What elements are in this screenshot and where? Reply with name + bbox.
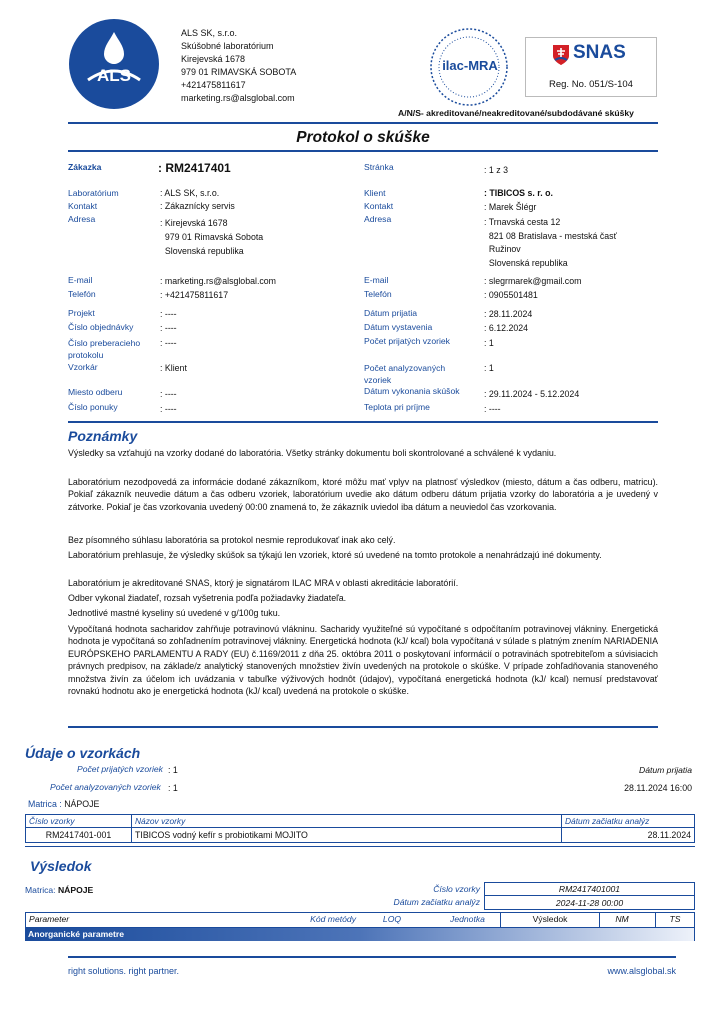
info-text: ALS SK, s.r.o. bbox=[164, 188, 220, 198]
info-text: 821 08 Bratislava - mestská časť bbox=[488, 230, 617, 241]
info-label: Číslo objednávky bbox=[68, 322, 134, 332]
divider bbox=[68, 421, 658, 423]
info-text: ---- bbox=[164, 404, 177, 414]
info-label: E-mail bbox=[68, 275, 93, 285]
divider bbox=[68, 150, 658, 152]
logo-text: ALS bbox=[97, 66, 131, 85]
info-text: ---- bbox=[164, 338, 177, 348]
info-value: : ---- bbox=[160, 404, 177, 414]
info-value: : ---- bbox=[484, 404, 501, 414]
cell-sample-id: RM2417401-001 bbox=[26, 828, 132, 843]
info-value: : ---- bbox=[160, 389, 177, 399]
info-text: 6.12.2024 bbox=[488, 323, 529, 333]
divider bbox=[25, 846, 695, 847]
note-paragraph: Laboratórium prehlasuje, že výsledky skúšok sa týkajú len vzoriek, ktoré sú uvedené na tomto protokole a nenahrádzajú iné dokumenty. bbox=[68, 550, 602, 560]
table-header-row bbox=[26, 815, 695, 828]
info-value: : ---- bbox=[160, 338, 177, 348]
group-row bbox=[25, 928, 695, 941]
company-lab: Skúšobné laboratórium bbox=[181, 41, 274, 51]
received-date-value: 28.11.2024 16:00 bbox=[624, 783, 692, 793]
company-street: Kirejevská 1678 bbox=[181, 54, 246, 64]
divider bbox=[68, 726, 658, 728]
info-text: 1 bbox=[488, 338, 494, 348]
info-text: slegrmarek@gmail.com bbox=[488, 276, 582, 286]
note-paragraph: Laboratórium nezodpovedá za informácie dodané zákazníkom, ktoré môžu mať vplyv na platnosť výsledkov (miesto, dátum a čas odberu, matricu). Pokiaľ zákazník neuvedie dátum a čas odberu vzoriek, laboratórium uvedie ako dátum odberu dátum prijatia vzorky do laboratória a je uvedený v zátvorke. Pokiaľ je čas vzorkovania uvedený 00:00 znamená to, že zákazník uviedol iba dátum a neuviedol čas vzorkovania. bbox=[68, 477, 658, 512]
info-label-line: vzoriek bbox=[364, 375, 392, 385]
info-value: : slegrmarek@gmail.com bbox=[484, 276, 582, 286]
company-phone: +421475811617 bbox=[181, 80, 246, 90]
notes-title: Poznámky bbox=[68, 428, 138, 444]
info-label: Laboratórium bbox=[68, 188, 119, 198]
info-text: Trnavská cesta 12 bbox=[488, 217, 561, 227]
result-matrix bbox=[25, 885, 93, 895]
note-paragraph: Jednotlivé mastné kyseliny sú uvedené v g/100g tuku. bbox=[68, 608, 281, 618]
col-sample-name: Názov vzorky bbox=[132, 815, 562, 828]
col-start-date: Dátum začiatku analýz bbox=[562, 815, 695, 828]
result-start-label: Dátum začiatku analýz bbox=[393, 897, 480, 907]
group-label: Anorganické parametre bbox=[28, 929, 124, 939]
info-value: : Kirejevská 1678 979 01 Rimavská Sobota Slovenská republika bbox=[160, 218, 264, 256]
matrix-label: Matrica : bbox=[28, 799, 62, 809]
info-label: Adresa bbox=[68, 214, 96, 224]
info-text: 28.11.2024 bbox=[488, 309, 533, 319]
samples-table bbox=[25, 814, 695, 843]
col-unit: Jednotka bbox=[450, 914, 485, 924]
ilac-text: ilac-MRA bbox=[442, 58, 498, 73]
received-count: 1 bbox=[172, 765, 178, 775]
info-label: Telefón bbox=[68, 289, 96, 299]
note-paragraph: Výsledky sa vzťahujú na vzorky dodané do laboratória. Všetky stránky dokumentu boli skontrolované a schválené k vydaniu. bbox=[68, 448, 557, 458]
info-value: : ---- bbox=[160, 323, 177, 333]
footer-divider bbox=[68, 956, 676, 958]
company-address bbox=[181, 27, 296, 105]
info-text: ---- bbox=[164, 323, 177, 333]
footer-website-link[interactable]: www.alsglobal.sk bbox=[607, 966, 676, 976]
order-number: RM2417401 bbox=[165, 161, 231, 175]
info-value: : Zákaznícky servis bbox=[160, 201, 235, 211]
info-label: Miesto odberu bbox=[68, 387, 123, 397]
info-text: 29.11.2024 - 5.12.2024 bbox=[488, 389, 580, 399]
col-sample-id: Číslo vzorky bbox=[26, 815, 132, 828]
samples-title: Údaje o vzorkách bbox=[25, 745, 141, 761]
col-method-code: Kód metódy bbox=[310, 914, 356, 924]
info-text: Klient bbox=[164, 363, 187, 373]
info-text: 1 bbox=[488, 363, 494, 373]
note-paragraph: Bez písomného súhlasu laboratória sa protokol nesmie reprodukovať inak ako celý. bbox=[68, 535, 396, 545]
info-text: Slovenská republika bbox=[488, 257, 568, 268]
info-text: Ružinov bbox=[488, 244, 521, 254]
info-text: 0905501481 bbox=[488, 290, 538, 300]
info-value: : Klient bbox=[160, 363, 187, 373]
info-label-line: Číslo preberacieho bbox=[68, 338, 141, 348]
info-value: : 0905501481 bbox=[484, 290, 538, 300]
info-value: : Marek Šlégr bbox=[484, 202, 537, 212]
table-row bbox=[26, 828, 695, 843]
info-text: Slovenská republika bbox=[164, 246, 244, 256]
samples-received-value: : 1 bbox=[168, 765, 178, 775]
samples-analyzed-label: Počet analyzovaných vzoriek bbox=[50, 782, 161, 792]
order-label: Zákazka bbox=[68, 162, 102, 172]
info-label: Dátum vykonania skúšok bbox=[364, 386, 460, 396]
info-value: : 1 z 3 bbox=[484, 165, 508, 175]
result-start-value: 2024-11-28 00:00 bbox=[555, 898, 624, 908]
col-result: Výsledok bbox=[532, 914, 568, 924]
info-label: Teplota pri príjme bbox=[364, 402, 430, 412]
info-value: : 1 bbox=[484, 363, 494, 373]
page-number: 1 z 3 bbox=[488, 165, 508, 175]
info-label: Dátum prijatia bbox=[364, 308, 418, 318]
samples-received-label: Počet prijatých vzoriek bbox=[77, 764, 163, 774]
company-name: ALS SK, s.r.o. bbox=[181, 28, 238, 38]
company-city: 979 01 RIMAVSKÁ SOBOTA bbox=[181, 67, 297, 77]
info-label: Kontakt bbox=[68, 201, 98, 211]
result-sample-value: RM2417401001 bbox=[558, 884, 621, 894]
info-value: : 28.11.2024 bbox=[484, 309, 533, 319]
footer-slogan: right solutions. right partner. bbox=[68, 966, 180, 976]
result-right-border bbox=[694, 928, 695, 941]
info-text: ---- bbox=[488, 404, 501, 414]
result-sample-label: Číslo vzorky bbox=[433, 884, 480, 894]
client-name: TIBICOS s. r. o. bbox=[489, 188, 553, 198]
info-value: : +421475811617 bbox=[160, 290, 229, 300]
analyzed-count: 1 bbox=[172, 783, 178, 793]
info-label: Číslo ponuky bbox=[68, 402, 118, 412]
info-value: : 29.11.2024 - 5.12.2024 bbox=[484, 389, 580, 399]
received-date-label: Dátum prijatia bbox=[638, 765, 692, 775]
info-text: ---- bbox=[164, 309, 177, 319]
info-label: Klient bbox=[364, 188, 386, 198]
page-title: Protokol o skúške bbox=[296, 129, 430, 146]
note-paragraph: Vypočítaná hodnota sacharidov zahŕňuje potravinovú vlákninu. Sacharidy využiteľné sú vypočítané s odpočítaním potravinovej vlákniny. Energetická hodnota je vypočítaná so zohľadnením potravinovej vlákniny. Energetická hodnota (kJ/ kcal) bola vypočítaná v súlade s platným znením NARIADENIA EURÓPSKEHO PARLAMENTU A RADY (EU) č.1169/2011 z dňa 25. októbra 2011 o poskytovaní informácií o potravinách spotrebiteľom a súvisiacich právnych predpisov, na základe/z analytický stanovených množstiev živín uvedených na protokole o skúške. V prípade zohľadňovania stanoveného množstva živín za účelom ich uvádzania v tabuľke výživových hodnôt (údajov), vypočítaná energetická hodnota (kJ/ kcal) nemusí predstavovať rovnakú hodnotu ako je energetická hodnota (kJ/ kcal) uvedená na protokole o skúške. bbox=[68, 624, 658, 697]
samples-matrix bbox=[28, 799, 99, 809]
info-text: +421475811617 bbox=[164, 290, 229, 300]
matrix-label: Matrica: bbox=[25, 885, 56, 895]
snas-shield-icon bbox=[552, 44, 570, 66]
info-text: marketing.rs@alsglobal.com bbox=[164, 276, 277, 286]
info-value: : TIBICOS s. r. o. bbox=[484, 188, 553, 198]
info-value: : 1 bbox=[484, 338, 494, 348]
result-id-divider bbox=[484, 895, 695, 896]
samples-analyzed-value: : 1 bbox=[168, 783, 178, 793]
col-nm: NM bbox=[615, 914, 629, 924]
info-label bbox=[68, 337, 140, 361]
info-label: Adresa bbox=[364, 214, 392, 224]
col-loq: LOQ bbox=[382, 914, 402, 924]
snas-text: SNAS bbox=[573, 42, 626, 63]
info-label-line: Počet analyzovaných bbox=[364, 363, 446, 373]
info-label-line: protokolu bbox=[68, 350, 104, 360]
info-text: Zákaznícky servis bbox=[164, 201, 235, 211]
info-text: ---- bbox=[164, 389, 177, 399]
order-value: : RM2417401 bbox=[158, 161, 231, 175]
info-value: : marketing.rs@alsglobal.com bbox=[160, 276, 277, 286]
matrix-value: NÁPOJE bbox=[64, 799, 100, 809]
company-email: marketing.rs@alsglobal.com bbox=[181, 93, 295, 103]
info-value: : 6.12.2024 bbox=[484, 323, 529, 333]
info-value: : ---- bbox=[160, 309, 177, 319]
info-label: Kontakt bbox=[364, 201, 394, 211]
matrix-value: NÁPOJE bbox=[57, 885, 94, 895]
info-label: Vzorkár bbox=[68, 362, 98, 372]
col-ts: TS bbox=[669, 914, 681, 924]
info-text: Kirejevská 1678 bbox=[164, 218, 228, 228]
cell-sample-name: TIBICOS vodný kefír s probiotikami MOJITO bbox=[132, 828, 562, 843]
info-label: Dátum vystavenia bbox=[364, 322, 433, 332]
info-label: Telefón bbox=[364, 289, 392, 299]
cell-start-date: 28.11.2024 bbox=[562, 828, 695, 843]
info-label: Stránka bbox=[364, 162, 394, 172]
col-parameter: Parameter bbox=[29, 914, 70, 924]
info-value: : ALS SK, s.r.o. bbox=[160, 188, 220, 198]
divider bbox=[68, 122, 658, 124]
result-title: Výsledok bbox=[30, 858, 92, 874]
note-paragraph: Laboratórium je akreditované SNAS, ktorý je signatárom ILAC MRA v oblasti akreditácie laboratórií. bbox=[68, 578, 459, 588]
info-label: Počet prijatých vzoriek bbox=[364, 336, 450, 346]
reg-number: Reg. No. 051/S-104 bbox=[549, 79, 633, 90]
info-label: E-mail bbox=[364, 275, 389, 285]
accreditation-note: A/N/S- akreditované/neakreditované/subdodávané skúšky bbox=[398, 108, 634, 118]
info-value: : Trnavská cesta 12 821 08 Bratislava - mestská časť Ružinov Slovenská republika bbox=[484, 217, 617, 268]
info-label: Projekt bbox=[68, 308, 95, 318]
info-text: 979 01 Rimavská Sobota bbox=[164, 232, 264, 242]
als-logo bbox=[68, 18, 160, 110]
info-label bbox=[364, 362, 445, 386]
note-paragraph: Odber vykonal žiadateľ, rozsah vyšetrenia podľa požiadavky žiadateľa. bbox=[68, 593, 347, 603]
info-text: Marek Šlégr bbox=[488, 202, 537, 212]
